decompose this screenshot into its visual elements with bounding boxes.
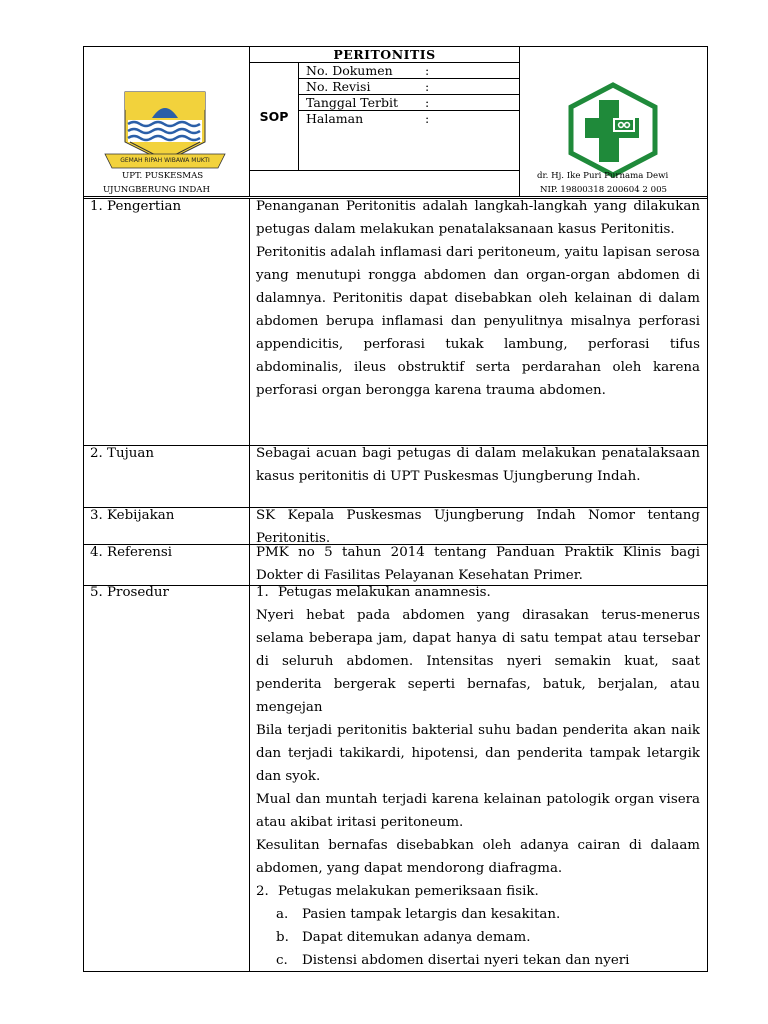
meta-no-revisi — [306, 79, 370, 94]
paragraph: Kesulitan bernafas disebabkan oleh adanya cairan di dalaam abdomen, yang dapat mendorong diafragma. — [256, 838, 700, 876]
table-border-left — [83, 46, 84, 972]
paragraph: Bila terjadi peritonitis bakterial suhu badan penderita akan naik dan terjadi takikardi, hipotensi, dan penderita tampak letargik dan syok. — [256, 723, 700, 784]
paragraph: SK Kepala Puskesmas Ujungberung Indah Nomor tentang Peritonitis. — [256, 508, 700, 546]
meta-label: Tanggal Terbit — [306, 95, 399, 110]
step-number: 1. — [256, 585, 269, 600]
paragraph: PMK no 5 tahun 2014 tentang Panduan Praktik Klinis bagi Dokter di Fasilitas Pelayanan Kesehatan Primer. — [256, 545, 700, 583]
paragraph: Penanganan Peritonitis adalah langkah-langkah yang dilakukan petugas dalam melakukan penatalaksanaan kasus Peritonitis. — [256, 199, 700, 237]
org-name-line1: UPT. PUSKESMAS — [122, 171, 204, 181]
step-text: Petugas melakukan anamnesis. — [278, 585, 491, 600]
section-label-prosedur: 5. Prosedur — [90, 585, 169, 600]
meta-label: No. Revisi — [306, 79, 371, 94]
section-label-pengertian: 1. Pengertian — [90, 199, 182, 214]
meta-label: No. Dokumen — [306, 63, 393, 78]
section-body-prosedur — [256, 581, 700, 971]
signer-name: dr. Hj. Ike Puri Purnama Dewi — [537, 171, 669, 181]
paragraph: Sebagai acuan bagi petugas di dalam melakukan penatalaksaan kasus peritonitis di UPT Puskesmas Ujungberung Indah. — [256, 446, 700, 484]
step-text: Petugas melakukan pemeriksaan fisik. — [278, 884, 539, 899]
section-body-tujuan — [256, 442, 700, 488]
city-emblem-logo — [100, 88, 230, 172]
header-divider-right — [519, 46, 520, 196]
table-border-bottom — [83, 971, 708, 972]
document-title: PERITONITIS — [333, 47, 436, 62]
sub-step-letter: a. — [276, 907, 289, 922]
sub-step — [256, 926, 700, 949]
sop-bottom-line — [249, 170, 520, 171]
sop-label: SOP — [259, 109, 289, 124]
section-body-pengertian — [256, 195, 700, 402]
sub-step-text: Dapat ditemukan adanya demam. — [302, 930, 531, 945]
meta-no-dokumen — [306, 63, 393, 78]
sub-step — [256, 949, 700, 971]
sub-step-text: Distensi abdomen disertai nyeri tekan dan nyeri — [302, 953, 630, 968]
meta-sep: : — [425, 63, 430, 78]
logo-motto: GEMAH RIPAH WIBAWA MUKTI — [120, 157, 210, 164]
section-label-kebijakan: 3. Kebijakan — [90, 508, 175, 523]
section-label-tujuan: 2. Tujuan — [90, 446, 154, 461]
procedure-step — [256, 880, 700, 903]
paragraph: Peritonitis adalah inflamasi dari peritoneum, yaitu lapisan serosa yang menutupi rongga abdomen dan organ-organ abdomen di dalamnya. Peritonitis dapat disebabkan oleh kelainan di dalam abdomen berupa inflamasi dan penyulitnya misalnya perforasi appendicitis, perforasi tukak lambung, perforasi tifus abdominalis, ileus obstruktif serta perdarahan oleh karena perforasi organ berongga karena trauma abdomen. — [256, 245, 700, 398]
paragraph: Mual dan muntah terjadi karena kelainan patologik organ visera atau akibat iritasi peritoneum. — [256, 792, 700, 830]
step-number: 2. — [256, 884, 269, 899]
meta-halaman — [306, 111, 363, 126]
signer-nip: NIP. 19800318 200604 2 005 — [540, 185, 668, 195]
meta-tanggal-terbit — [306, 95, 398, 110]
paragraph: Nyeri hebat pada abdomen yang dirasakan terus-menerus selama beberapa jam, dapat hanya di satu tempat atau tersebar di seluruh abdomen. Intensitas nyeri semakin kuat, saat penderita bergerak seperti bernafas, batuk, berjalan, atau mengejan — [256, 608, 700, 715]
header-divider-left — [249, 46, 250, 196]
org-name-line2: UJUNGBERUNG INDAH — [103, 185, 211, 195]
sub-step-letter: b. — [276, 930, 289, 945]
sub-step — [256, 903, 700, 926]
sub-step-letter: c. — [276, 953, 288, 968]
meta-sep: : — [425, 79, 430, 94]
meta-sep: : — [425, 95, 430, 110]
meta-label: Halaman — [306, 111, 364, 126]
section-label-referensi: 4. Referensi — [90, 545, 173, 560]
procedure-step — [256, 581, 700, 604]
sub-step-text: Pasien tampak letargis dan kesakitan. — [302, 907, 561, 922]
puskesmas-logo — [565, 82, 661, 178]
meta-sep: : — [425, 111, 430, 126]
